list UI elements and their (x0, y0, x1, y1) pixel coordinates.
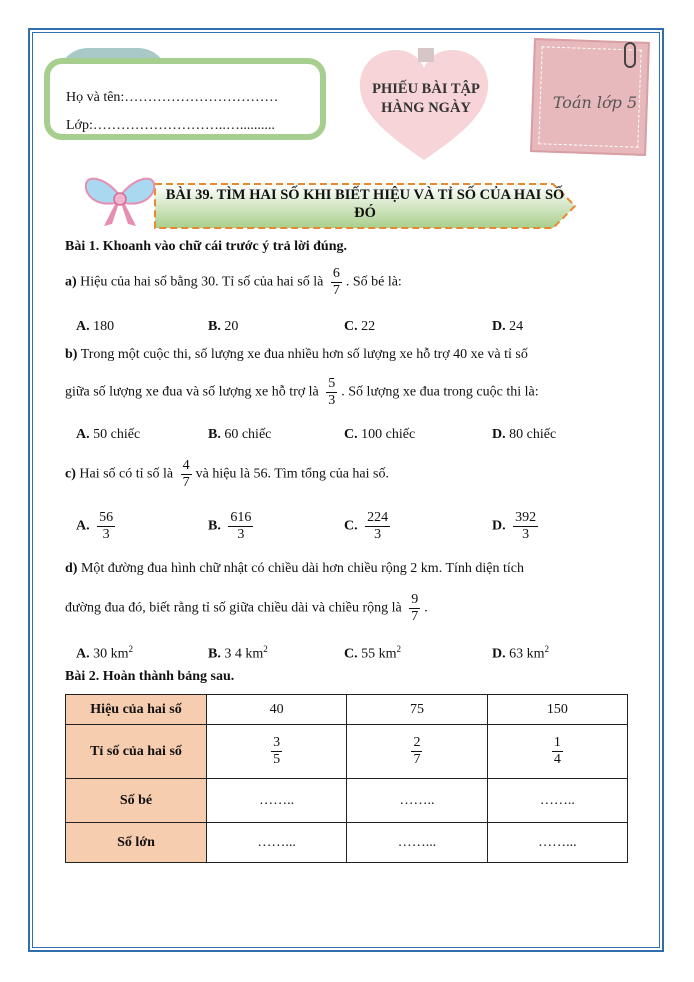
ratio-table (65, 694, 628, 863)
bai1-title: Bài 1. Khoanh vào chữ cái trước ý trả lời đúng. (65, 239, 347, 254)
option-b-A[interactable]: A. 50 chiếc (76, 427, 141, 442)
answer-cell[interactable]: …….. (347, 779, 487, 823)
table-row (66, 779, 628, 823)
question-b-label: b) (65, 347, 78, 362)
option-a-C[interactable]: C. 22 (344, 319, 376, 334)
question-b-fraction: $\frac{5}{3}$ (328, 376, 336, 408)
paperclip-icon (624, 42, 636, 68)
option-d-A[interactable]: A. 30 $km^2$ (76, 644, 134, 662)
option-a-A[interactable]: A. 180 (76, 319, 115, 334)
row-header-small: Số bé (66, 779, 207, 823)
answer-cell[interactable]: ……... (207, 823, 347, 863)
option-c-A[interactable]: A. $\frac{56}{3}$ (76, 510, 114, 542)
question-d-fraction: $\frac{9}{7}$ (411, 592, 419, 624)
option-b-C[interactable]: C. 100 chiếc (344, 427, 416, 442)
ratio-cell: $\frac{3}{5}$ (207, 725, 347, 779)
question-c-fraction: $\frac{4}{7}$ (182, 458, 190, 490)
option-a-B[interactable]: B. 20 (208, 319, 239, 334)
question-c: c) Hai số có tỉ số là $\frac{4}{7}$ và hiệu là 56. Tìm tổng của hai số. (65, 458, 389, 490)
row-header-ratio: Tỉ số của hai số (66, 725, 207, 779)
question-a-text: Hiệu của hai số bằng 30. Tỉ số của hai số là (76, 274, 324, 290)
question-a-fraction: $\frac{6}{7}$ (332, 266, 340, 298)
option-b-D[interactable]: D. 80 chiếc (492, 427, 557, 442)
option-c-C[interactable]: C. $\frac{224}{3}$ (344, 510, 389, 542)
answer-cell[interactable]: ……... (347, 823, 487, 863)
answer-cell[interactable]: …….. (487, 779, 627, 823)
difference-cell: 150 (487, 695, 627, 725)
option-a-D[interactable]: D. 24 (492, 319, 524, 334)
option-c-D[interactable]: D. $\frac{392}{3}$ (492, 510, 537, 542)
bai2-title: Bài 2. Hoàn thành bảng sau. (65, 669, 235, 684)
option-d-C[interactable]: C. 55 $km^2$ (344, 644, 402, 662)
difference-cell: 40 (207, 695, 347, 725)
name-field[interactable]: Họ và tên:…………………………… (66, 90, 279, 105)
option-d-B[interactable]: B. 3 4 $km^2$ (208, 644, 268, 662)
name-box (44, 58, 326, 140)
table-row (66, 823, 628, 863)
question-b-line1: b) Trong một cuộc thi, số lượng xe đua nhiều hơn số lượng xe hỗ trợ 40 xe và tỉ số (65, 347, 528, 362)
worksheet-title: PHIẾU BÀI TẬP HÀNG NGÀY (372, 81, 480, 116)
question-c-label: c) (65, 466, 76, 482)
question-d-label: d) (65, 561, 78, 576)
question-b-line2: giữa số lượng xe đua và số lượng xe hỗ trợ là $\frac{5}{3}$ . Số lượng xe đua trong cuộc thi là: (65, 376, 539, 408)
answer-cell[interactable]: ……... (487, 823, 627, 863)
difference-cell: 75 (347, 695, 487, 725)
option-b-B[interactable]: B. 60 chiếc (208, 427, 272, 442)
row-header-large: Số lớn (66, 823, 207, 863)
bow-icon (82, 172, 158, 230)
table-row (66, 695, 628, 725)
answer-cell[interactable]: …….. (207, 779, 347, 823)
lesson-title: BÀI 39. TÌM HAI SỐ KHI BIẾT HIỆU VÀ TỈ SỐ CỦA HAI SỐ ĐÓ (165, 187, 565, 221)
table-row (66, 725, 628, 779)
option-c-B[interactable]: B. $\frac{616}{3}$ (208, 510, 252, 542)
question-a: a) Hiệu của hai số bằng 30. Tỉ số của hai số là $\frac{6}{7}$ . Số bé là: (65, 266, 402, 298)
ratio-cell: $\frac{2}{7}$ (347, 725, 487, 779)
question-d-line2: đường đua đó, biết rằng tỉ số giữa chiều dài và chiều rộng là $\frac{9}{7}$ . (65, 592, 428, 624)
grade-label: Toán lớp 5 (552, 93, 638, 112)
option-d-D[interactable]: D. 63 $km^2$ (492, 644, 550, 662)
ratio-cell: $\frac{1}{4}$ (487, 725, 627, 779)
row-header-difference: Hiệu của hai số (66, 695, 207, 725)
question-a-label: a) (65, 274, 77, 290)
question-d-line1: d) Một đường đua hình chữ nhật có chiều dài hơn chiều rộng 2 km. Tính diện tích (65, 561, 524, 576)
class-field[interactable]: Lớp:………………………..….......... (66, 118, 275, 133)
